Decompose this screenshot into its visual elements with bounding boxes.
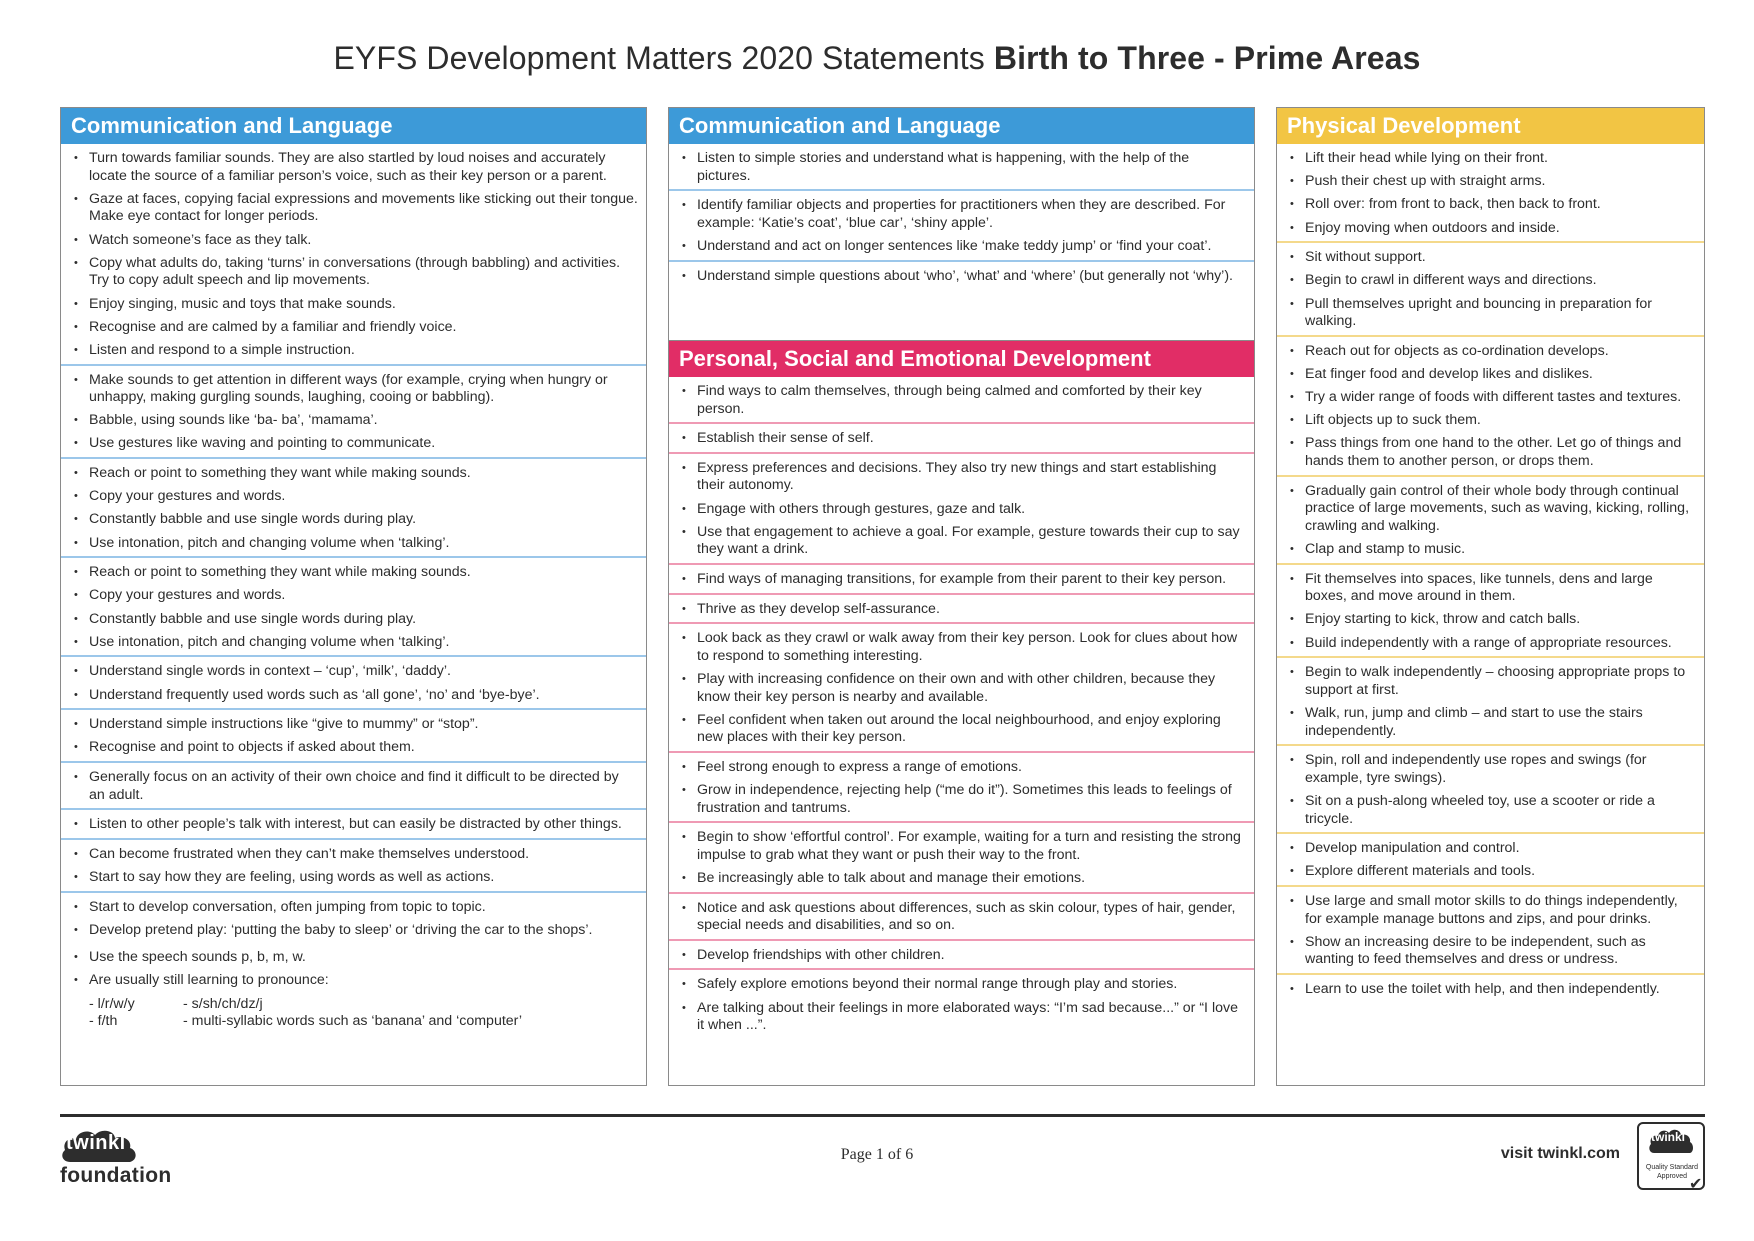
list-item: • Learn to use the toilet with help, and then independently. bbox=[1285, 981, 1696, 999]
badge-word: twinkl bbox=[1651, 1130, 1686, 1144]
list-item: • Lift their head while lying on their front. bbox=[1285, 150, 1696, 168]
column-personal-social-emotional bbox=[668, 340, 1255, 1086]
statement-group bbox=[669, 941, 1254, 971]
list-item: • Watch someone’s face as they talk. bbox=[69, 232, 638, 250]
list-item: • Generally focus on an activity of their own choice and find it difficult to be directed by an adult. bbox=[69, 769, 638, 804]
group-list bbox=[669, 377, 1254, 1039]
statement-group bbox=[669, 191, 1254, 261]
list-item: • Feel strong enough to express a range of emotions. bbox=[677, 759, 1246, 777]
list-item: • Gradually gain control of their whole body through continual practice of large movements, such as waving, kicking, rolling, crawling and walking. bbox=[1285, 483, 1696, 536]
list-item: • Can become frustrated when they can’t make themselves understood. bbox=[69, 846, 638, 864]
list-item: • Begin to show ‘effortful control’. For example, waiting for a turn and resisting the strong impulse to grab what they want or push their way to the front. bbox=[677, 829, 1246, 864]
logo-foundation: foundation bbox=[60, 1164, 172, 1187]
statement-group bbox=[61, 893, 646, 944]
list-item: • Walk, run, jump and climb – and start to use the stairs independently. bbox=[1285, 705, 1696, 740]
list-item: • Listen and respond to a simple instruction. bbox=[69, 342, 638, 360]
list-item: • Listen to simple stories and understand what is happening, with the help of the pictures. bbox=[677, 150, 1246, 185]
list-item: • Reach or point to something they want while making sounds. bbox=[69, 564, 638, 582]
pronounce-sound: - multi-syllabic words such as ‘banana’ and ‘computer’ bbox=[183, 1013, 523, 1030]
list-item: • Find ways of managing transitions, for example from their parent to their key person. bbox=[677, 571, 1246, 589]
list-item: • Push their chest up with straight arms. bbox=[1285, 173, 1696, 191]
list-item: • Listen to other people’s talk with interest, but can easily be distracted by other things. bbox=[69, 816, 638, 834]
statement-group bbox=[669, 144, 1254, 191]
statement-group bbox=[61, 144, 646, 366]
group-list bbox=[61, 144, 646, 943]
list-item: • Feel confident when taken out around the local neighbourhood, and enjoy exploring new places with their key person. bbox=[677, 712, 1246, 747]
statement-group bbox=[669, 823, 1254, 893]
list-item: • Find ways to calm themselves, through being calmed and comforted by their key person. bbox=[677, 383, 1246, 418]
footer-divider bbox=[60, 1114, 1705, 1117]
statement-group bbox=[61, 558, 646, 657]
page-title bbox=[0, 40, 1754, 77]
pronounce-sound: - l/r/w/y bbox=[89, 995, 135, 1012]
statement-group bbox=[1277, 144, 1704, 243]
list-item: • Enjoy moving when outdoors and inside. bbox=[1285, 220, 1696, 238]
column-header: Personal, Social and Emotional Development bbox=[669, 341, 1254, 377]
list-item: • Use that engagement to achieve a goal. For example, gesture towards their cup to say they want a drink. bbox=[677, 524, 1246, 559]
list-item: • Be increasingly able to talk about and manage their emotions. bbox=[677, 870, 1246, 888]
page-number: Page 1 of 6 bbox=[840, 1146, 914, 1163]
list-item: • Understand simple instructions like “give to mummy” or “stop”. bbox=[69, 716, 638, 734]
list-item: • Notice and ask questions about differences, such as skin colour, types of hair, gender, special needs and disabilities, and so on. bbox=[677, 900, 1246, 935]
pronounce-sound: - f/th bbox=[89, 1013, 118, 1030]
statement-group bbox=[61, 840, 646, 893]
list-item: • Lift objects up to suck them. bbox=[1285, 412, 1696, 430]
list-item: • Recognise and point to objects if asked about them. bbox=[69, 739, 638, 757]
list-item: • Are usually still learning to pronounce: bbox=[69, 972, 638, 990]
statement-group bbox=[1277, 834, 1704, 887]
list-item: • Grow in independence, rejecting help (“me do it”). Sometimes this leads to feelings of frustration and tantrums. bbox=[677, 782, 1246, 817]
group-speech-sounds bbox=[61, 943, 646, 1035]
list-item: • Start to say how they are feeling, using words as well as actions. bbox=[69, 869, 638, 887]
list-item: • Show an increasing desire to be independent, such as wanting to feed themselves and dress or undress. bbox=[1285, 934, 1696, 969]
list-item: • Enjoy singing, music and toys that make sounds. bbox=[69, 296, 638, 314]
list-item: • Develop pretend play: ‘putting the baby to sleep’ or ‘driving the car to the shops’. bbox=[69, 922, 638, 940]
list-item: • Express preferences and decisions. They also try new things and start establishing their autonomy. bbox=[677, 460, 1246, 495]
column-communication-language-1 bbox=[60, 107, 647, 1086]
list-item: • Begin to crawl in different ways and directions. bbox=[1285, 272, 1696, 290]
list-item: • Identify familiar objects and properties for practitioners when they are described. For example: ‘Katie’s coat’, ‘blue car’, ‘shiny apple’. bbox=[677, 197, 1246, 232]
statement-group bbox=[669, 262, 1254, 290]
list-item: • Pass things from one hand to the other. Let go of things and hands them to another person, or drops them. bbox=[1285, 435, 1696, 470]
pronounce-row bbox=[69, 1013, 638, 1031]
list-item: • Turn towards familiar sounds. They are also startled by loud noises and accurately locate the source of a familiar person’s voice, such as their key person or a parent. bbox=[69, 150, 638, 185]
list-item: • Try a wider range of foods with different tastes and textures. bbox=[1285, 389, 1696, 407]
badge-line: Quality Standard bbox=[1645, 1164, 1699, 1171]
list-item: • Understand simple questions about ‘who’, ‘what’ and ‘where’ (but generally not ‘why’). bbox=[677, 268, 1246, 286]
statement-group bbox=[669, 454, 1254, 565]
statement-group bbox=[61, 459, 646, 558]
badge-line: Approved bbox=[1657, 1173, 1687, 1180]
list-item: • Gaze at faces, copying facial expressions and movements like sticking out their tongue. Make eye contact for longer periods. bbox=[69, 191, 638, 226]
list-item: • Develop manipulation and control. bbox=[1285, 840, 1696, 858]
list-item: • Use large and small motor skills to do things independently, for example manage buttons and zips, and pour drinks. bbox=[1285, 893, 1696, 928]
list-item: • Reach out for objects as co-ordination develops. bbox=[1285, 343, 1696, 361]
statement-group bbox=[669, 377, 1254, 424]
list-item: • Constantly babble and use single words during play. bbox=[69, 511, 638, 529]
list-item: • Start to develop conversation, often jumping from topic to topic. bbox=[69, 899, 638, 917]
list-item: • Eat finger food and develop likes and dislikes. bbox=[1285, 366, 1696, 384]
list-item: • Sit without support. bbox=[1285, 249, 1696, 267]
list-item: • Understand frequently used words such as ‘all gone’, ‘no’ and ‘bye-bye’. bbox=[69, 687, 638, 705]
statement-group bbox=[669, 970, 1254, 1038]
statement-group bbox=[61, 366, 646, 460]
column-header: Physical Development bbox=[1277, 108, 1704, 144]
statement-group bbox=[1277, 477, 1704, 565]
list-item: • Build independently with a range of appropriate resources. bbox=[1285, 635, 1696, 653]
statement-group bbox=[1277, 243, 1704, 337]
visit-link[interactable]: visit twinkl.com bbox=[1500, 1145, 1620, 1162]
checkmark-icon: ✔ bbox=[1689, 1176, 1703, 1193]
list-item: • Thrive as they develop self-assurance. bbox=[677, 601, 1246, 619]
pronounce-row bbox=[69, 996, 638, 1014]
title-bold: Birth to Three - Prime Areas bbox=[993, 40, 1421, 76]
list-item: • Copy what adults do, taking ‘turns’ in conversations (through babbling) and activities. Try to copy adult speech and lip movements. bbox=[69, 255, 638, 290]
list-item: • Safely explore emotions beyond their normal range through play and stories. bbox=[677, 976, 1246, 994]
statement-group bbox=[1277, 565, 1704, 659]
statement-group bbox=[1277, 887, 1704, 975]
quality-standard-badge bbox=[1637, 1122, 1705, 1193]
list-item: • Fit themselves into spaces, like tunnels, dens and large boxes, and move around in them. bbox=[1285, 571, 1696, 606]
list-item: • Constantly babble and use single words during play. bbox=[69, 611, 638, 629]
statement-group bbox=[61, 810, 646, 840]
statement-group bbox=[669, 595, 1254, 625]
statement-group bbox=[669, 424, 1254, 454]
list-item: • Recognise and are calmed by a familiar and friendly voice. bbox=[69, 319, 638, 337]
list-item: • Sit on a push-along wheeled toy, use a scooter or ride a tricycle. bbox=[1285, 793, 1696, 828]
logo-word: twinkl bbox=[66, 1132, 126, 1154]
list-item: • Copy your gestures and words. bbox=[69, 587, 638, 605]
list-item: • Roll over: from front to back, then back to front. bbox=[1285, 196, 1696, 214]
list-item: • Copy your gestures and words. bbox=[69, 488, 638, 506]
list-item: • Clap and stamp to music. bbox=[1285, 541, 1696, 559]
statement-group bbox=[669, 894, 1254, 941]
list-item: • Understand single words in context – ‘cup’, ‘milk’, ‘daddy’. bbox=[69, 663, 638, 681]
column-header: Communication and Language bbox=[669, 108, 1254, 144]
list-item: • Reach or point to something they want while making sounds. bbox=[69, 465, 638, 483]
list-item: • Use intonation, pitch and changing volume when ‘talking’. bbox=[69, 634, 638, 652]
statement-group bbox=[669, 753, 1254, 823]
statement-group bbox=[1277, 337, 1704, 477]
list-item: • Engage with others through gestures, gaze and talk. bbox=[677, 501, 1246, 519]
pronounce-sound: - s/sh/ch/dz/j bbox=[183, 995, 263, 1012]
list-item: • Are talking about their feelings in more elaborated ways: “I’m sad because...” or “I love it when ...”. bbox=[677, 1000, 1246, 1035]
list-item: • Begin to walk independently – choosing appropriate props to support at first. bbox=[1285, 664, 1696, 699]
list-item: • Use gestures like waving and pointing to communicate. bbox=[69, 435, 638, 453]
list-item: • Use intonation, pitch and changing volume when ‘talking’. bbox=[69, 535, 638, 553]
list-item: • Look back as they crawl or walk away from their key person. Look for clues about how to respond to something interesting. bbox=[677, 630, 1246, 665]
column-physical-development bbox=[1276, 107, 1705, 1086]
list-item: • Pull themselves upright and bouncing in preparation for walking. bbox=[1285, 296, 1696, 331]
title-normal: EYFS Development Matters 2020 Statements bbox=[333, 40, 985, 76]
statement-group bbox=[669, 565, 1254, 595]
list-item: • Play with increasing confidence on their own and with other children, because they know their key person is nearby and available. bbox=[677, 671, 1246, 706]
statement-group bbox=[1277, 746, 1704, 834]
statement-group bbox=[61, 763, 646, 810]
statement-group bbox=[61, 657, 646, 710]
group-list bbox=[1277, 144, 1704, 1002]
list-item: • Use the speech sounds p, b, m, w. bbox=[69, 949, 638, 967]
list-item: • Spin, roll and independently use ropes and swings (for example, tyre swings). bbox=[1285, 752, 1696, 787]
list-item: • Make sounds to get attention in different ways (for example, crying when hungry or unhappy, making gurgling sounds, laughing, cooing or babbling). bbox=[69, 372, 638, 407]
list-item: • Understand and act on longer sentences like ‘make teddy jump’ or ‘find your coat’. bbox=[677, 238, 1246, 256]
statement-group bbox=[669, 624, 1254, 753]
statement-group bbox=[1277, 658, 1704, 746]
column-header: Communication and Language bbox=[61, 108, 646, 144]
list-item: • Explore different materials and tools. bbox=[1285, 863, 1696, 881]
list-item: • Enjoy starting to kick, throw and catch balls. bbox=[1285, 611, 1696, 629]
group-list bbox=[669, 144, 1254, 289]
statement-group bbox=[1277, 975, 1704, 1003]
list-item: • Babble, using sounds like ‘ba- ba’, ‘mamama’. bbox=[69, 412, 638, 430]
list-item: • Establish their sense of self. bbox=[677, 430, 1246, 448]
statement-group bbox=[61, 710, 646, 763]
list-item: • Develop friendships with other children. bbox=[677, 947, 1246, 965]
